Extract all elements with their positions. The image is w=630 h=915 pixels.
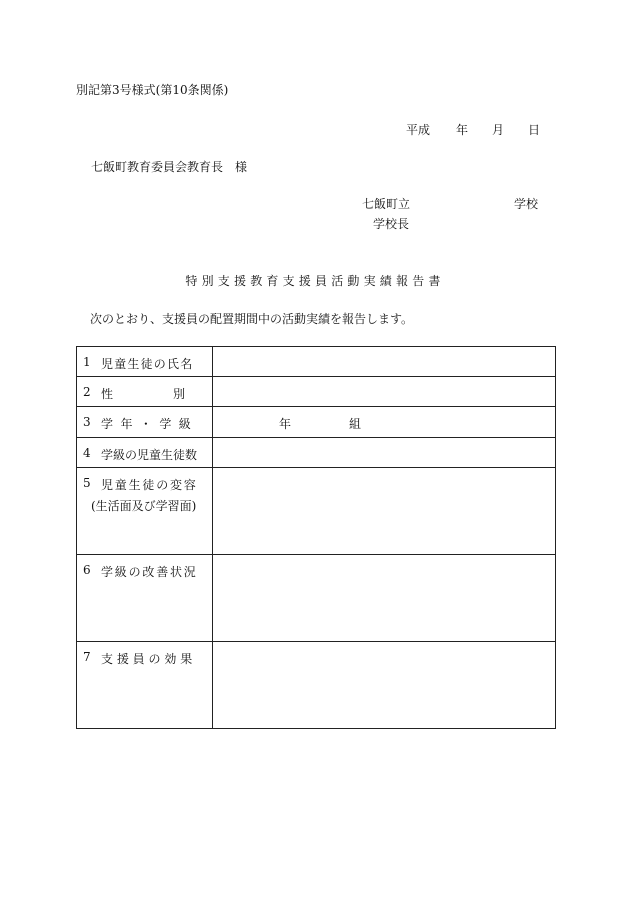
table-row [77, 407, 556, 438]
row-label: 4 学級の児童生徒数 [77, 438, 213, 468]
intro-text: 次のとおり、支援員の配置期間中の活動実績を報告します。 [90, 312, 414, 326]
row-label: 6 学級の改善状況 [77, 555, 213, 642]
date-era: 平成 [406, 123, 431, 137]
table-row [77, 347, 556, 377]
row-label: 1 児童生徒の氏名 [77, 347, 213, 377]
row-label: 7 支援員の効果 [77, 642, 213, 729]
student-change-field[interactable] [213, 468, 556, 555]
class-improvement-field[interactable] [213, 555, 556, 642]
row-label: 3 学年・学級 [77, 407, 213, 438]
table-row [77, 555, 556, 642]
table-row [77, 438, 556, 468]
table-row [77, 377, 556, 407]
document-title: 特別支援教育支援員活動実績報告書 [185, 274, 445, 288]
gender-field[interactable] [213, 377, 556, 407]
grade-class-label: 組 [349, 417, 362, 431]
date-year-label: 年 [456, 123, 469, 137]
date-line [0, 124, 630, 138]
date-day-label: 日 [528, 123, 541, 137]
row-label: 2 性 別 [77, 377, 213, 407]
addressee: 七飯町教育委員会教育長 様 [91, 160, 248, 174]
school-prefix: 七飯町立 [362, 197, 411, 211]
school-line [0, 198, 630, 212]
row-label: 5 児童生徒の変容 (生活面及び学習面) [77, 468, 213, 555]
student-name-field[interactable] [213, 347, 556, 377]
form-reference: 別記第3号様式(第10条関係) [76, 83, 229, 97]
date-month-label: 月 [492, 123, 505, 137]
row-sublabel: (生活面及び学習面) [91, 499, 197, 513]
principal-label: 学校長 [373, 217, 410, 231]
supporter-effect-field[interactable] [213, 642, 556, 729]
report-table [76, 346, 556, 729]
class-student-count-field[interactable] [213, 438, 556, 468]
grade-class-field[interactable] [213, 407, 556, 438]
table-row [77, 642, 556, 729]
grade-year-label: 年 [279, 417, 292, 431]
table-row [77, 468, 556, 555]
school-suffix: 学校 [514, 197, 539, 211]
